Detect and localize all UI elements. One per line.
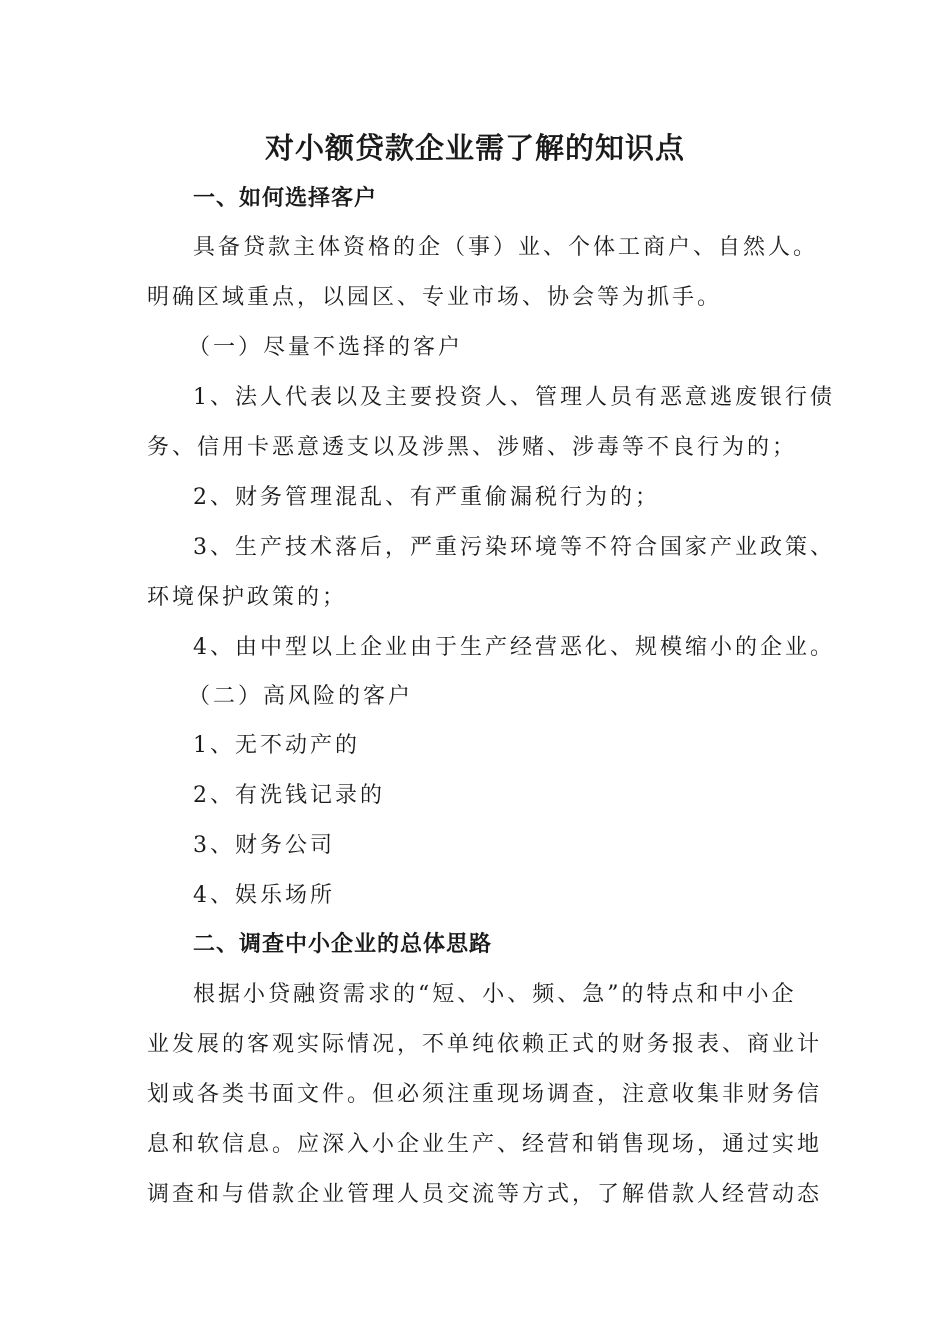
paragraph-line: 根据小贷融资需求的“短、小、频、急”的特点和中小企 <box>193 982 797 1007</box>
list-item: 1、法人代表以及主要投资人、管理人员有恶意逃废银行债 <box>193 385 835 410</box>
list-item: 3、财务公司 <box>193 833 335 858</box>
list-item: 2、财务管理混乱、有严重偷漏税行为的； <box>193 485 660 510</box>
subsection-heading-avoid-customers: （一）尽量不选择的客户 <box>188 335 464 360</box>
list-item: 2、有洗钱记录的 <box>193 783 385 808</box>
paragraph-line: 调查和与借款企业管理人员交流等方式，了解借款人经营动态 <box>147 1182 823 1207</box>
document-title: 对小额贷款企业需了解的知识点 <box>264 131 685 165</box>
list-item-continuation: 务、信用卡恶意透支以及涉黑、涉赌、涉毒等不良行为的； <box>147 435 798 460</box>
list-item: 4、由中型以上企业由于生产经营恶化、规模缩小的企业。 <box>193 635 835 660</box>
paragraph-line: 明确区域重点，以园区、专业市场、协会等为抓手。 <box>147 285 723 310</box>
list-item: 1、无不动产的 <box>193 733 360 758</box>
paragraph-line: 息和软信息。应深入小企业生产、经营和销售现场，通过实地 <box>147 1132 823 1157</box>
section-heading-choose-customers: 一、如何选择客户 <box>193 186 378 211</box>
section-heading-investigation-approach: 二、调查中小企业的总体思路 <box>193 932 493 957</box>
list-item-continuation: 环境保护政策的； <box>147 585 348 610</box>
subsection-heading-high-risk-customers: （二）高风险的客户 <box>188 684 414 709</box>
paragraph-line: 划或各类书面文件。但必须注重现场调查，注意收集非财务信 <box>147 1082 823 1107</box>
paragraph-line: 具备贷款主体资格的企（事）业、个体工商户、自然人。 <box>193 235 819 260</box>
list-item: 4、娱乐场所 <box>193 883 335 908</box>
list-item: 3、生产技术落后，严重污染环境等不符合国家产业政策、 <box>193 535 835 560</box>
paragraph-line: 业发展的客观实际情况，不单纯依赖正式的财务报表、商业计 <box>147 1032 823 1057</box>
